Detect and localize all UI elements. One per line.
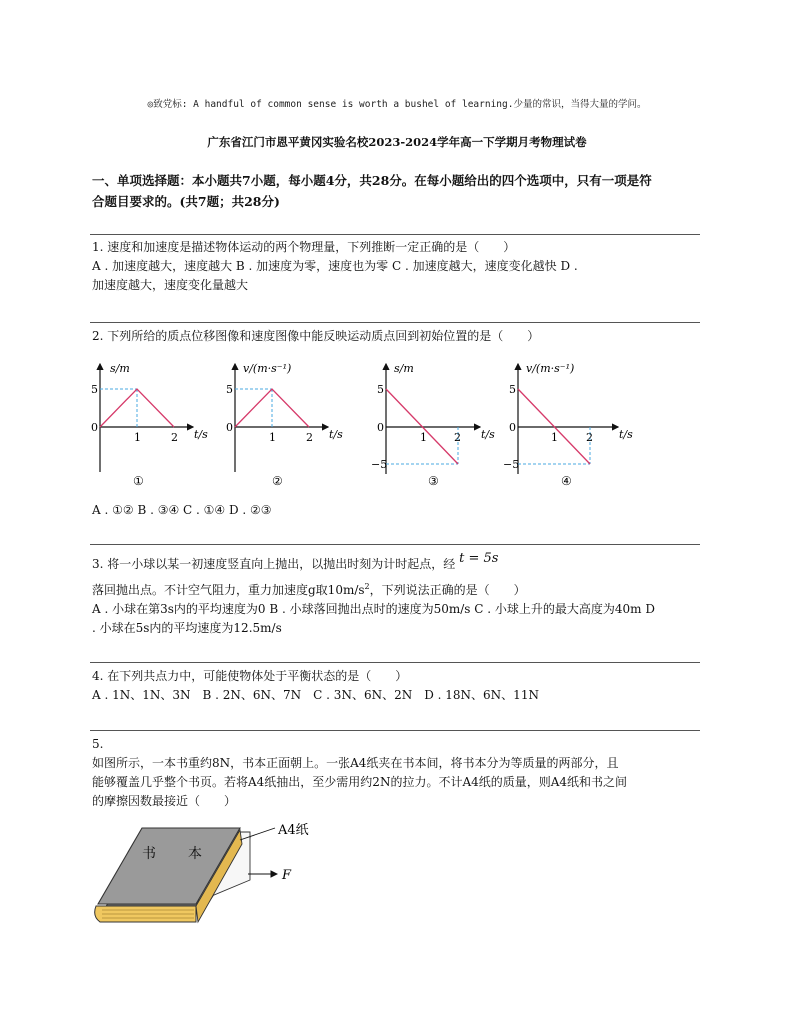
q2-graphs <box>88 352 648 497</box>
exam-title: 广东省江门市恩平黄冈实验名校2023-2024学年高一下学期月考物理试卷 <box>207 135 587 149</box>
graph-4-tick-y0: 0 <box>509 421 516 434</box>
q1-options-line2: 加速度越大，速度变化量越大 <box>92 278 249 292</box>
graph-3-tick-y0: 0 <box>377 421 384 434</box>
q2-stem: 2. 下列所给的质点位移图像和速度图像中能反映运动质点回到初始位置的是（ ） <box>92 329 540 343</box>
graph-1-tick-x2: 2 <box>171 431 178 444</box>
graph-2-tick-y0: 0 <box>226 421 233 434</box>
graph-2-ylabel: v/(m·s⁻¹) <box>243 362 292 375</box>
q1-stem: 1. 速度和加速度是描述物体运动的两个物理量，下列推断一定正确的是（ ） <box>92 240 516 254</box>
graph-2-tag: ② <box>272 474 283 488</box>
graph-4-tick-y5: 5 <box>509 383 516 396</box>
q3-options-line1: A . 小球在第3s内的平均速度为0 B . 小球落回抛出点时的速度为50m/s C . 小球上升的最大高度为40m D <box>92 602 655 616</box>
graph-1-tick-y0: 0 <box>91 421 98 434</box>
graph-4-tick-x1: 1 <box>551 431 558 444</box>
question-5 <box>92 735 704 811</box>
motto-line: ◎致党标: A handful of common sense is worth a bushel of learning.少量的常识，当得大量的学问。 <box>147 99 647 110</box>
graph-3-xlabel: t/s <box>481 428 495 441</box>
graph-1-tick-y5: 5 <box>91 383 98 396</box>
graph-3-tick-y5: 5 <box>377 383 384 396</box>
q3-stem-b: 落回抛出点。不计空气阻力，重力加速度g取10m/s <box>92 583 365 597</box>
q3-options-line2: . 小球在5s内的平均速度为12.5m/s <box>92 621 282 635</box>
graph-3-tick-x2: 2 <box>454 431 461 444</box>
divider <box>90 322 700 323</box>
question-1 <box>92 238 704 295</box>
graph-1 <box>91 362 208 488</box>
q5-line3: 的摩擦因数最接近（ ） <box>92 794 237 808</box>
graph-4 <box>503 362 633 488</box>
graph-2-tick-y5: 5 <box>226 383 233 396</box>
graph-4-xlabel: t/s <box>619 428 633 441</box>
graph-1-ylabel: s/m <box>110 362 130 375</box>
q5-number: 5. <box>92 737 104 751</box>
graph-3-ylabel: s/m <box>394 362 414 375</box>
section-heading <box>92 170 707 212</box>
section-heading-line1: 一、单项选择题：本小题共7小题，每小题4分，共28分。在每小题给出的四个选项中，只有一项是符 <box>92 173 652 188</box>
graph-1-tag: ① <box>133 474 144 488</box>
graph-3-tag: ③ <box>428 474 439 488</box>
divider <box>90 662 700 663</box>
q3-stem-line2 <box>92 577 704 600</box>
paper-label: A4纸 <box>278 823 309 838</box>
question-3 <box>92 551 704 638</box>
q5-line2: 能够覆盖几乎整个书页。若将A4纸抽出，至少需用约2N的拉力。不计A4纸的质量，则A4纸和书之间 <box>92 775 628 789</box>
graph-4-tick-yneg5: −5 <box>503 458 520 471</box>
divider <box>90 234 700 235</box>
divider <box>90 544 700 545</box>
q4-stem: 4. 在下列共点力中，可能使物体处于平衡状态的是（ ） <box>92 669 408 683</box>
divider <box>90 730 700 731</box>
q1-options-line1: A . 加速度越大，速度越大 B . 加速度为零，速度也为零 C . 加速度越大，速度变化越快 D . <box>92 259 578 273</box>
q4-options: A . 1N、1N、3N B . 2N、6N、7N C . 3N、6N、2N D . 18N、6N、11N <box>92 688 539 702</box>
q3-formula: t = 5s <box>459 551 499 566</box>
question-4 <box>92 667 704 705</box>
graph-4-ylabel: v/(m·s⁻¹) <box>526 362 575 375</box>
graph-4-tick-x2: 2 <box>586 431 593 444</box>
book-char-2: 本 <box>188 846 202 862</box>
section-heading-line2: 合题目要求的。(共7题；共28分) <box>92 194 280 209</box>
graph-2-tick-x1: 1 <box>269 431 276 444</box>
graph-3-tick-x1: 1 <box>420 431 427 444</box>
graph-2 <box>226 362 343 488</box>
q2-options: A . ①② B . ③④ C . ①④ D . ②③ <box>92 503 272 517</box>
q5-line1: 如图所示，一本书重约8N，书本正面朝上。一张A4纸夹在书本间，将书本分为等质量的两部分，且 <box>92 756 619 770</box>
book-char-1: 书 <box>142 846 156 862</box>
graph-4-tag: ④ <box>561 474 572 488</box>
graph-3-tick-yneg5: −5 <box>371 458 388 471</box>
q3-stem-line1 <box>92 551 704 574</box>
graph-2-xlabel: t/s <box>329 428 343 441</box>
graph-1-tick-x1: 1 <box>134 431 141 444</box>
q3-stem-a: 3. 将一小球以某一初速度竖直向上抛出，以抛出时刻为计时起点，经 <box>92 557 456 571</box>
q3-stem-c: ，下列说法正确的是（ ） <box>369 583 526 597</box>
book-figure <box>90 818 360 930</box>
graph-1-xlabel: t/s <box>194 428 208 441</box>
graph-3 <box>371 362 495 488</box>
force-label: F <box>282 868 292 883</box>
q3-sup: 2 <box>364 582 370 591</box>
graph-2-tick-x2: 2 <box>306 431 313 444</box>
